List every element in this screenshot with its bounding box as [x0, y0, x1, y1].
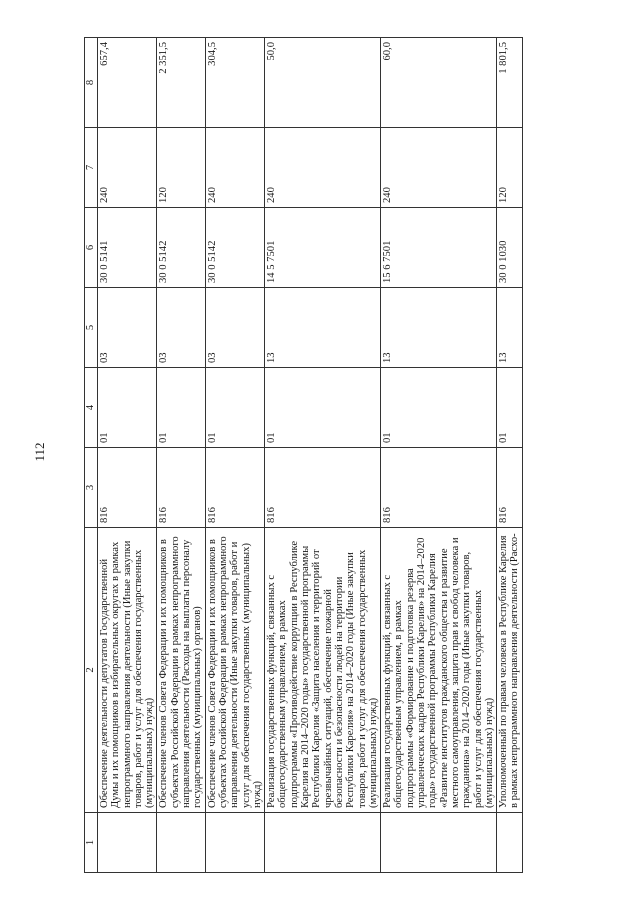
row-spacer-cell [265, 813, 381, 873]
row-pr: 13 [381, 288, 497, 368]
row-grbs: 816 [98, 448, 157, 528]
row-vr: 240 [381, 128, 497, 208]
row-rz: 01 [265, 368, 381, 448]
row-vr: 240 [98, 128, 157, 208]
table-row [157, 38, 205, 873]
page-number: 112 [32, 442, 47, 462]
col-header-4: 4 [85, 368, 98, 448]
row-sum: 657,4 [98, 38, 157, 128]
rotated-page-content [84, 38, 624, 873]
row-grbs: 816 [497, 448, 523, 528]
row-csr: 30 0 5142 [157, 208, 205, 288]
col-header-1: 1 [85, 813, 98, 873]
row-csr: 14 5 7501 [265, 208, 381, 288]
row-pr: 03 [157, 288, 205, 368]
col-header-3: 3 [85, 448, 98, 528]
row-name: Обеспечение членов Совета Федерации и их помощников в субъектах Российской Федерации в рамках непрограммного направления деятельности (Расходы на выплаты персоналу государственных (муниципальных) органов) [157, 528, 205, 813]
row-rz: 01 [205, 368, 264, 448]
row-vr: 240 [205, 128, 264, 208]
row-sum: 2 351,5 [157, 38, 205, 128]
row-csr: 30 0 5142 [205, 208, 264, 288]
col-header-8: 8 [85, 38, 98, 128]
row-name: Уполномоченный по правам человека в Республике Карелия в рамках непрограммного направления деятельности (Расхо- [497, 528, 523, 813]
table-row [497, 38, 523, 873]
row-pr: 03 [98, 288, 157, 368]
row-name: Реализация государственных функций, связанных с общегосударственным управлением, в рамках подпрограммы «Формирование и подготовка резерва управленческих кадров Республики Карелия» на 2014–2020 годы» государственной программы Республики Карелия «Развитие институтов гражданского общества и развитие местного самоуправления, защита прав и свобод человека и гражданина» на 2014–2020 годы (Иные закупки товаров, работ и услуг для обеспечения государственных (муниципальных) нужд) [381, 528, 497, 813]
row-csr: 30 0 1030 [497, 208, 523, 288]
row-csr: 30 0 5141 [98, 208, 157, 288]
row-spacer-cell [205, 813, 264, 873]
table-row [205, 38, 264, 873]
row-grbs: 816 [265, 448, 381, 528]
table-row [98, 38, 157, 873]
row-pr: 03 [205, 288, 264, 368]
row-rz: 01 [98, 368, 157, 448]
row-sum: 60,0 [381, 38, 497, 128]
row-vr: 240 [265, 128, 381, 208]
row-sum: 304,5 [205, 38, 264, 128]
row-sum: 1 801,5 [497, 38, 523, 128]
row-name: Обеспечение деятельности депутатов Государственной Думы и их помощников в избирательных округах в рамках непрограммного направления деятельности (Иные закупки товаров, работ и услуг для обеспечения государственных (муниципальных) нужд) [98, 528, 157, 813]
row-spacer-cell [157, 813, 205, 873]
col-header-6: 6 [85, 208, 98, 288]
col-header-7: 7 [85, 128, 98, 208]
col-header-2: 2 [85, 528, 98, 813]
row-spacer-cell [381, 813, 497, 873]
table-header-row [85, 38, 98, 873]
row-rz: 01 [497, 368, 523, 448]
col-header-5: 5 [85, 288, 98, 368]
row-grbs: 816 [157, 448, 205, 528]
row-pr: 13 [497, 288, 523, 368]
row-vr: 120 [157, 128, 205, 208]
row-pr: 13 [265, 288, 381, 368]
table-row [265, 38, 381, 873]
row-csr: 15 6 7501 [381, 208, 497, 288]
row-rz: 01 [157, 368, 205, 448]
row-grbs: 816 [205, 448, 264, 528]
table-row [381, 38, 497, 873]
row-rz: 01 [381, 368, 497, 448]
row-grbs: 816 [381, 448, 497, 528]
row-name: Обеспечение членов Совета Федерации и их помощников в субъектах Российской Федерации в рамках непрограммного направления деятельности (Иные закупки товаров, работ и услуг для обеспечения государственных (муниципальных) нужд) [205, 528, 264, 813]
row-spacer-cell [98, 813, 157, 873]
row-name: Реализация государственных функций, связанных с общегосударственным управлением, в рамках подпрограммы «Противодействие коррупции в Республике Карелия на 2014–2020 годы» государственной программы Республики Карелия «Защита населения и территорий от чрезвычайных ситуаций, обеспечение пожарной безопасности и безопасности людей на территории Республики Карелия» на 2014–2020 годы (Иные закупки товаров, работ и услуг для обеспечения государственных (муниципальных) нужд) [265, 528, 381, 813]
budget-table [84, 37, 523, 873]
row-spacer-cell [497, 813, 523, 873]
row-vr: 120 [497, 128, 523, 208]
row-sum: 50,0 [265, 38, 381, 128]
